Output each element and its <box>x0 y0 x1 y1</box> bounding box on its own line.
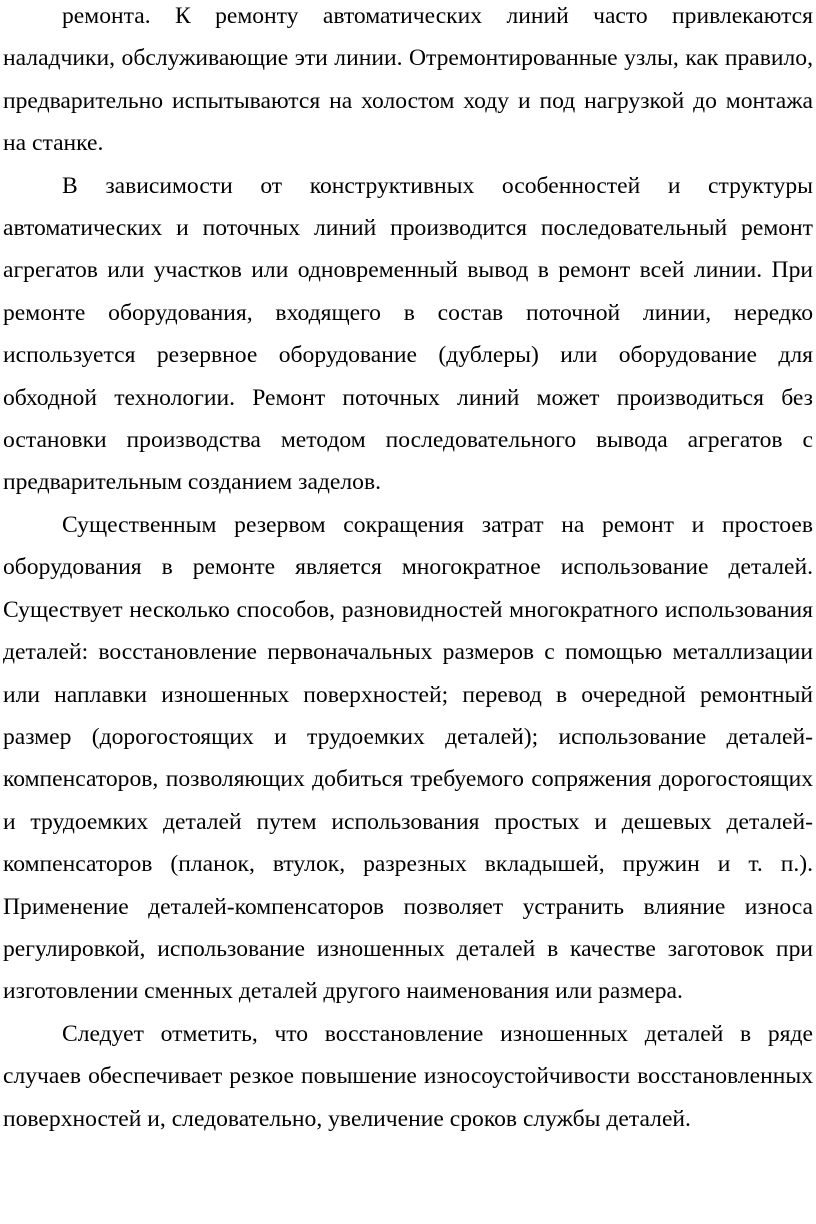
paragraph-1: ремонта. К ремонту автоматических линий часто привлекаются наладчики, обслуживающие эти линии. Отремонтированные узлы, как правило, предварительно испытываются на холостом ходу и под нагрузкой до монтажа на станке. <box>3 3 813 157</box>
paragraph-2: В зависимости от конструктивных особенностей и структуры автоматических и поточных линий производится последовательный ремонт агрегатов или участков или одновременный вывод в ремонт всей линии. При ремонте оборудования, входящего в состав поточной линии, нередко используется резервное оборудование (дублеры) или оборудование для обходной технологии. Ремонт поточных линий может производиться без остановки производства методом последовательного вывода агрегатов с предварительным созданием заделов. <box>3 172 813 496</box>
paragraph-3: Существенным резервом сокращения затрат на ремонт и простоев оборудования в ремонте является многократное использование деталей. Существует несколько способов, разновидностей многократного использования деталей: восстановление первоначальных размеров с помощью металлизации или наплавки изношенных поверхностей; перевод в очередной ремонтный размер (дорогостоящих и трудоемких деталей); использование деталей-компенсаторов, позволяющих добиться требуемого сопряжения дорогостоящих и трудоемких деталей путем использования простых и дешевых деталей-компенсаторов (планок, втулок, разрезных вкладышей, пружин и т. п.). Применение деталей-компенсаторов позволяет устранить влияние износа регулировкой, использование изношенных деталей в качестве заготовок при изготовлении сменных деталей другого наименования или размера. <box>3 511 813 1005</box>
paragraph-4: Следует отметить, что восстановление изношенных деталей в ряде случаев обеспечивает резкое повышение износоустойчивости восстановленных поверхностей и, следовательно, увеличение сроков службы деталей. <box>3 1020 813 1132</box>
document-page <box>3 0 813 1140</box>
